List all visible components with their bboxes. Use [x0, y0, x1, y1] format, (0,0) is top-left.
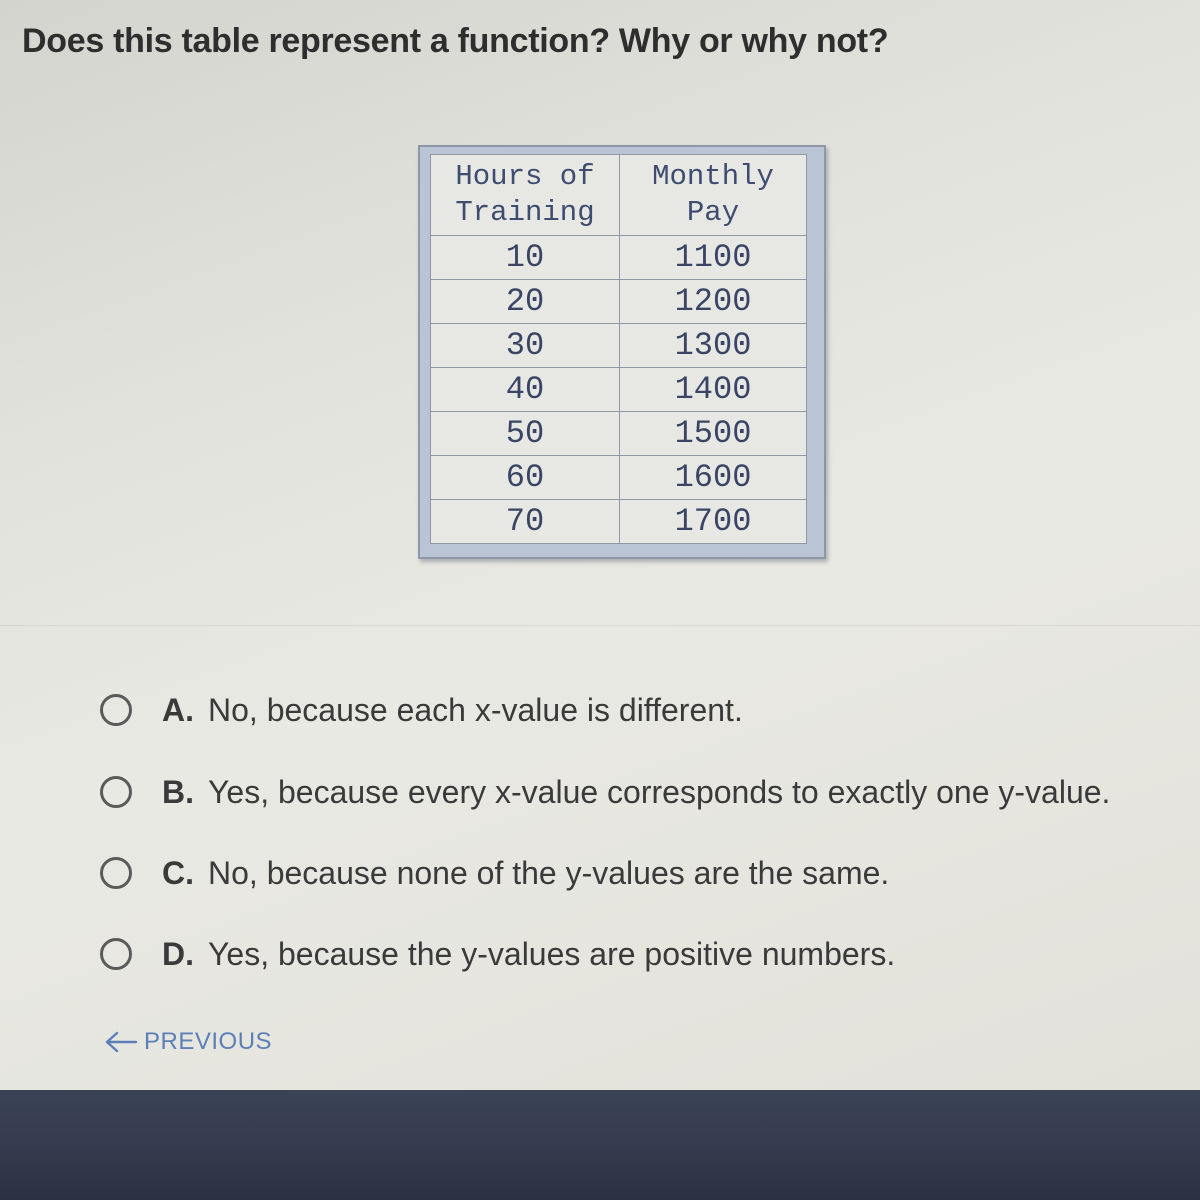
header-hours-line1: Hours of: [455, 160, 595, 193]
option-b-text: Yes, because every x-value corresponds to exactly one y-value.: [208, 773, 1111, 810]
arrow-left-icon: [104, 1030, 138, 1054]
hours-cell: 30: [431, 324, 620, 368]
table-header-row: [431, 155, 807, 236]
table-row: [431, 456, 807, 500]
hours-cell: 70: [431, 500, 620, 544]
radio-b-icon[interactable]: [100, 776, 132, 808]
hours-cell: 10: [431, 236, 620, 280]
pay-cell: 1600: [620, 456, 807, 500]
option-c-letter: C.: [162, 854, 194, 891]
radio-d-icon[interactable]: [100, 938, 132, 970]
previous-button[interactable]: [104, 1028, 272, 1056]
table-row: [431, 368, 807, 412]
option-d-text: Yes, because the y-values are positive numbers.: [208, 935, 896, 972]
option-b-letter: B.: [162, 773, 194, 810]
option-a-text: No, because each x-value is different.: [208, 691, 743, 728]
hours-cell: 40: [431, 368, 620, 412]
header-pay-line2: Pay: [686, 196, 740, 229]
option-a[interactable]: [100, 688, 743, 732]
table-row: [431, 280, 807, 324]
table-row: [431, 500, 807, 544]
pay-cell: 1700: [620, 500, 807, 544]
option-b[interactable]: [100, 770, 1110, 814]
header-hours-line2: Training: [455, 196, 595, 229]
option-d-letter: D.: [162, 935, 194, 972]
table-row: [431, 324, 807, 368]
header-monthly-pay: [620, 155, 807, 236]
bottom-bar: [0, 1090, 1200, 1200]
section-divider: [0, 625, 1200, 626]
question-text: Does this table represent a function? Why or why not?: [22, 22, 889, 60]
pay-cell: 1500: [620, 412, 807, 456]
option-c[interactable]: [100, 851, 889, 895]
hours-cell: 20: [431, 280, 620, 324]
header-pay-line1: Monthly: [652, 160, 774, 193]
data-table: [430, 154, 807, 544]
hours-cell: 50: [431, 412, 620, 456]
pay-cell: 1300: [620, 324, 807, 368]
previous-label: PREVIOUS: [144, 1028, 273, 1055]
radio-a-icon[interactable]: [100, 694, 132, 726]
option-c-text: No, because none of the y-values are the same.: [208, 854, 890, 891]
data-table-frame: [418, 145, 826, 559]
pay-cell: 1200: [620, 280, 807, 324]
header-hours-of-training: [431, 155, 620, 236]
table-row: [431, 236, 807, 280]
pay-cell: 1400: [620, 368, 807, 412]
hours-cell: 60: [431, 456, 620, 500]
table-row: [431, 412, 807, 456]
pay-cell: 1100: [620, 236, 807, 280]
option-d[interactable]: [100, 932, 895, 976]
option-a-letter: A.: [162, 691, 194, 728]
radio-c-icon[interactable]: [100, 857, 132, 889]
